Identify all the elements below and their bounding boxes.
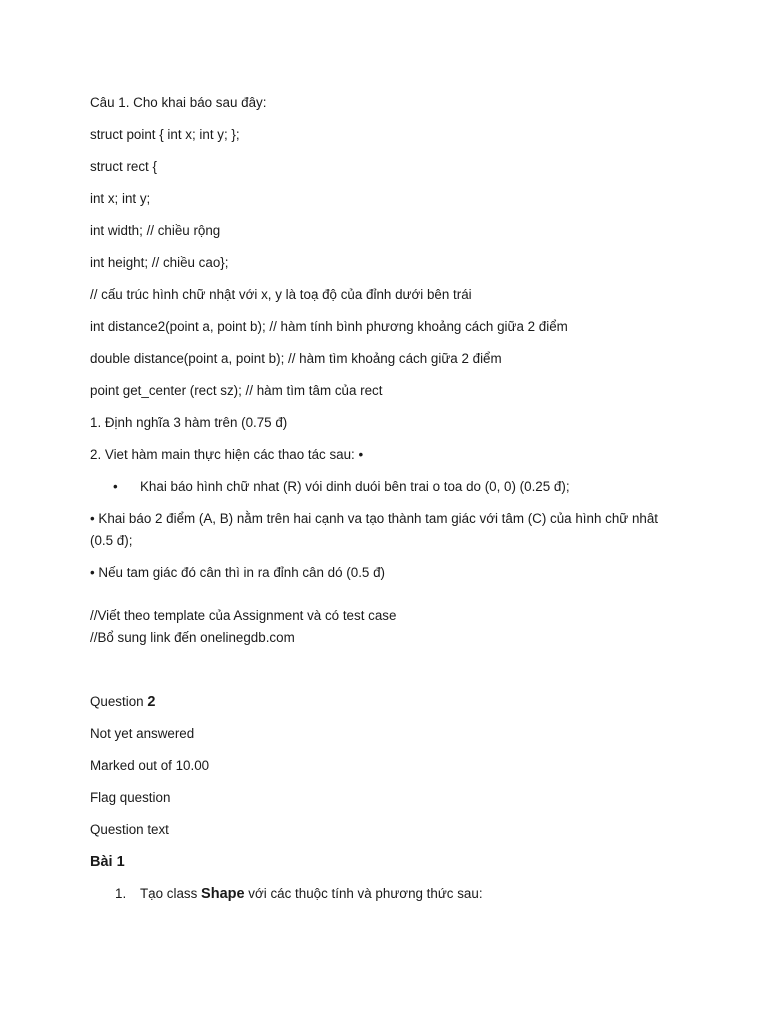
- question-number: 2: [147, 694, 156, 710]
- code-line: struct rect {: [90, 159, 157, 174]
- question-status: Not yet answered: [90, 726, 195, 741]
- bullet-dot-icon: •: [113, 479, 118, 494]
- bullet-item-2: • Khai báo 2 điểm (A, B) nằm trên hai cạnh va tạo thành tam giác với tâm (C) của hình chữ nhât (0.5 đ);: [90, 511, 659, 548]
- bullet-item-1: Khai báo hình chữ nhat (R) vói dinh duói bên trai o toa do (0, 0) (0.25 đ);: [140, 479, 570, 494]
- code-line: int x; int y;: [90, 191, 151, 206]
- note-link: //Bổ sung link đến onelinegdb.com: [90, 630, 295, 645]
- flag-question: Flag question: [90, 790, 171, 805]
- note-template: //Viết theo template của Assignment và có test case: [90, 608, 397, 623]
- list-number: 1.: [115, 886, 127, 901]
- list-item: [140, 886, 483, 902]
- code-line: int height; // chiều cao};: [90, 255, 229, 270]
- code-line: int distance2(point a, point b); // hàm tính bình phương khoảng cách giữa 2 điểm: [90, 319, 568, 334]
- code-line: // cấu trúc hình chữ nhật với x, y là toạ độ của đỉnh dưới bên trái: [90, 287, 472, 302]
- code-line: struct point { int x; int y; };: [90, 127, 240, 142]
- question-2-header: [90, 694, 155, 710]
- code-line: point get_center (rect sz); // hàm tìm tâm của rect: [90, 383, 383, 398]
- question-marks: Marked out of 10.00: [90, 758, 210, 773]
- list-item-suffix: với các thuộc tính và phương thức sau:: [248, 886, 483, 901]
- list-item-prefix: Tạo class: [140, 886, 198, 901]
- question-label: Question: [90, 694, 144, 709]
- code-line: int width; // chiều rộng: [90, 223, 221, 238]
- question-1-title: Câu 1. Cho khai báo sau đây:: [90, 95, 267, 110]
- bullet-item-3: • Nếu tam giác đó cân thì in ra đỉnh cân dó (0.5 đ): [90, 565, 385, 580]
- code-line: double distance(point a, point b); // hàm tìm khoảng cách giữa 2 điểm: [90, 351, 502, 366]
- task-2: 2. Viet hàm main thực hiện các thao tác sau: •: [90, 447, 364, 462]
- section-heading: Bài 1: [90, 854, 125, 870]
- class-name-shape: Shape: [201, 886, 245, 902]
- question-text-label: Question text: [90, 822, 169, 837]
- task-1: 1. Định nghĩa 3 hàm trên (0.75 đ): [90, 415, 288, 430]
